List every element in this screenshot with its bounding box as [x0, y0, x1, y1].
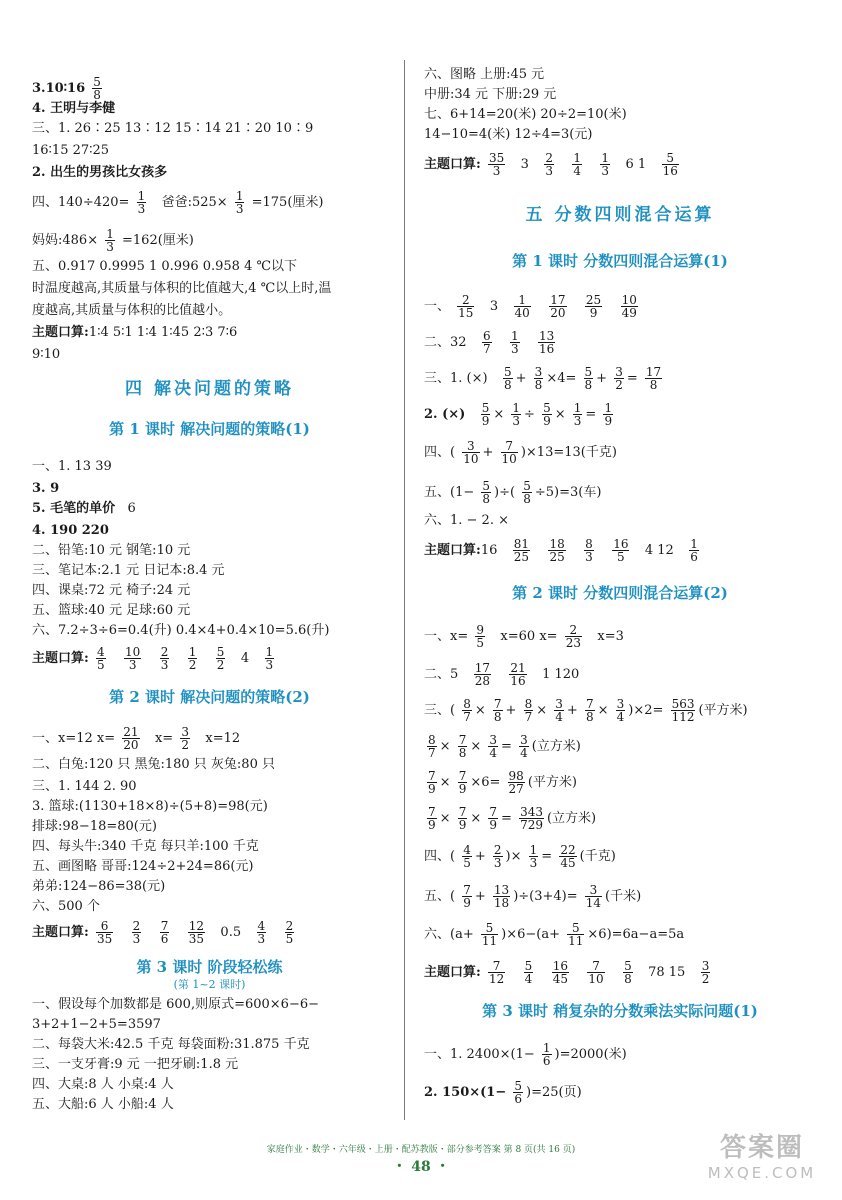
fraction: $\frac{3}{2}$ — [701, 959, 710, 986]
fraction: $\frac{7}{12}$ — [488, 959, 505, 986]
fraction: $\frac{8}{7}$ — [463, 697, 471, 724]
answer-line: 六、1. − 2. × — [424, 513, 509, 528]
answer-line: 三、1. 144 2. 90 — [32, 779, 137, 794]
answer-line: 4. 王明与李健 — [32, 101, 116, 116]
answer-line: 五、0.917 0.9995 1 0.996 0.958 4 ℃以下 — [32, 259, 298, 274]
answer-line: 中册:34 元 下册:29 元 — [424, 87, 557, 102]
fraction: $\frac{5}{9}$ — [481, 401, 490, 428]
answer-line: 五、大船:6 人 小船:4 人 — [32, 1097, 174, 1112]
fraction: $\frac{1}{9}$ — [604, 401, 613, 428]
answer-line: 度越高,其质量与体积的比值越小。 — [32, 303, 232, 318]
fraction: $\frac{2}{3}$ — [132, 919, 141, 946]
watermark-domain: MXQE.COM — [707, 1164, 817, 1182]
fraction: $\frac{17}{20}$ — [550, 293, 566, 320]
fraction: $\frac{98}{27}$ — [508, 769, 524, 796]
answer-line: 一、x= $\frac{9}{5}$ x=60 x= $\frac{2}{23}$ x=3 — [424, 623, 624, 650]
fraction: $\frac{10}{49}$ — [621, 293, 637, 320]
fraction: $\frac{4}{3}$ — [257, 919, 266, 946]
fraction: $\frac{7}{9}$ — [458, 805, 467, 832]
fraction: $\frac{9}{5}$ — [476, 623, 485, 650]
fraction: $\frac{81}{25}$ — [513, 537, 530, 564]
fraction: $\frac{2}{15}$ — [458, 293, 474, 320]
answer-line: 3+2+1−2+5=3597 — [32, 1017, 161, 1032]
fraction: $\frac{16}{45}$ — [552, 959, 568, 986]
watermark-logo — [692, 1132, 832, 1192]
answer-line: 14−10=4(米) 12÷4=3(元) — [424, 127, 593, 142]
answer-line: 五、画图略 哥哥:124÷2+24=86(元) — [32, 859, 254, 874]
fraction: $\frac{7}{8}$ — [458, 733, 467, 760]
fraction: $\frac{21}{20}$ — [123, 725, 139, 752]
lesson-title: 第 1 课时 分数四则混合运算(1) — [512, 252, 728, 270]
answer-line: 5. 毛笔的单价 6 — [32, 501, 136, 516]
fraction: $\frac{21}{16}$ — [510, 661, 526, 688]
fraction: $\frac{25}{9}$ — [585, 293, 602, 320]
lesson-title: 第 2 课时 分数四则混合运算(2) — [512, 584, 728, 602]
answer-line: 一、假设每个加数都是 600,则原式=600×6−6− — [32, 997, 320, 1012]
answer-line: 二、白兔:120 只 黑兔:180 只 灰兔:80 只 — [32, 757, 275, 772]
answer-line: 三、笔记本:2.1 元 日记本:8.4 元 — [32, 563, 225, 578]
fraction: $\frac{5}{8}$ — [482, 479, 491, 506]
fraction: $\frac{3}{4}$ — [520, 733, 528, 760]
fraction: $\frac{5}{2}$ — [216, 645, 225, 672]
fraction: $\frac{13}{16}$ — [539, 329, 555, 356]
answer-line: 主题口算: $\frac{6}{35}$ $\frac{2}{3}$ $\frac{7}{6}$ $\frac{12}{35}$ 0.5 $\frac{4}{3}$ $\frac{2}{5}$ — [32, 919, 294, 946]
answer-line: 4. 190 220 — [32, 523, 109, 538]
fraction: $\frac{18}{25}$ — [549, 537, 565, 564]
lesson-title: 第 2 课时 解决问题的策略(2) — [109, 688, 310, 706]
answer-line: 四、( $\frac{3}{10}$ + $\frac{7}{10}$ )×13=13(千克) — [424, 439, 617, 466]
fraction: $\frac{35}{3}$ — [488, 151, 505, 178]
answer-line: 主题口算:16 $\frac{81}{25}$ $\frac{18}{25}$ $\frac{8}{3}$ $\frac{16}{5}$ 4 12 $\frac{1}{6}$ — [424, 537, 698, 564]
fraction: $\frac{5}{8}$ — [503, 365, 512, 392]
fraction: $\frac{1}{6}$ — [690, 537, 698, 564]
answer-line: 9∶10 — [32, 347, 61, 362]
fraction: $\frac{5}{8}$ — [624, 959, 632, 986]
fraction: $\frac{5}{6}$ — [514, 1079, 522, 1106]
answer-line: 六、图略 上册:45 元 — [424, 67, 545, 82]
fraction: $\frac{2}{5}$ — [285, 919, 294, 946]
fraction: $\frac{343}{729}$ — [520, 805, 543, 832]
answer-line: 主题口算:1∶4 5∶1 1∶4 1∶45 2∶3 7∶6 — [32, 325, 238, 340]
fraction: $\frac{5}{4}$ — [524, 959, 533, 986]
answer-line: 四、( $\frac{4}{5}$ + $\frac{2}{3}$ )× $\frac{1}{3}$ = $\frac{22}{45}$ (千克) — [424, 843, 616, 870]
fraction: $\frac{1}{4}$ — [573, 151, 582, 178]
fraction: $\frac{7}{9}$ — [489, 805, 498, 832]
page-number: ・ 48 ・ — [392, 1159, 450, 1175]
fraction: $\frac{4}{5}$ — [463, 843, 471, 870]
fraction: $\frac{3}{14}$ — [585, 883, 602, 910]
answer-line: 三、1. 26∶25 13∶12 15∶14 21∶20 10∶9 — [32, 121, 314, 136]
answer-line: 主题口算: $\frac{7}{12}$ $\frac{5}{4}$ $\frac{16}{45}$ $\frac{7}{10}$ $\frac{5}{8}$ 78 15 $\frac{3}{2}$ — [424, 959, 710, 986]
answer-line: 六、500 个 — [32, 899, 100, 914]
answer-line: 五、篮球:40 元 足球:60 元 — [32, 603, 191, 618]
answer-line: 主题口算: $\frac{4}{5}$ $\frac{10}{3}$ $\frac{2}{3}$ $\frac{1}{2}$ $\frac{5}{2}$ 4 $\frac{1}{3}$ — [32, 645, 274, 672]
fraction: $\frac{1}{3}$ — [601, 151, 610, 178]
fraction: $\frac{8}{3}$ — [585, 537, 593, 564]
answer-line: 一、x=12 x= $\frac{21}{20}$ x= $\frac{3}{2}$ x=12 — [32, 725, 241, 752]
answer-line: 五、(1− $\frac{5}{8}$ )÷( $\frac{5}{8}$ ÷5)=3(车) — [424, 479, 602, 506]
answer-line: 3. 篮球:(1130+18×8)÷(5+8)=98(元) — [32, 799, 268, 814]
fraction: $\frac{5}{8}$ — [523, 479, 531, 506]
fraction: $\frac{5}{8}$ — [93, 75, 101, 102]
watermark-text: 答案圈 — [719, 1133, 804, 1163]
fraction: $\frac{1}{2}$ — [188, 645, 197, 672]
fraction: $\frac{4}{5}$ — [96, 645, 105, 672]
fraction: $\frac{1}{3}$ — [106, 227, 114, 254]
answer-line: 四、大桌:8 人 小桌:4 人 — [32, 1077, 174, 1092]
lesson-subtitle: (第 1~2 课时) — [173, 978, 246, 991]
answer-line: $\frac{7}{9}$ × $\frac{7}{9}$ ×6= $\frac{98}{27}$ (平方米) — [428, 769, 577, 796]
fraction: $\frac{12}{35}$ — [188, 919, 205, 946]
answer-line: 一、1. 2400×(1− $\frac{1}{6}$ )=2000(米) — [424, 1041, 627, 1068]
fraction: $\frac{7}{9}$ — [458, 769, 467, 796]
fraction: $\frac{563}{112}$ — [671, 697, 695, 724]
fraction: $\frac{6}{35}$ — [96, 919, 113, 946]
answer-line: 一、1. 13 39 — [32, 459, 112, 474]
answer-line: 六、7.2÷3÷6=0.4(升) 0.4×4+0.4×10=5.6(升) — [32, 623, 330, 638]
fraction: $\frac{5}{11}$ — [481, 921, 498, 948]
answer-line: 四、课桌:72 元 椅子:24 元 — [32, 583, 191, 598]
answer-line: 妈妈:486× $\frac{1}{3}$ =162(厘米) — [32, 227, 194, 254]
fraction: $\frac{5}{8}$ — [584, 365, 593, 392]
fraction: $\frac{16}{5}$ — [613, 537, 629, 564]
answer-line: $\frac{7}{9}$ × $\frac{7}{9}$ × $\frac{7}{9}$ = $\frac{343}{729}$ (立方米) — [428, 805, 597, 832]
answer-line: 3.10∶16 $\frac{5}{8}$ — [32, 75, 101, 102]
answer-line: 2. 出生的男孩比女孩多 — [32, 165, 168, 180]
section-title: 四 解决问题的策略 — [125, 379, 294, 399]
lesson-title: 第 3 课时 阶段轻松练 — [136, 958, 283, 976]
answer-line: $\frac{8}{7}$ × $\frac{7}{8}$ × $\frac{3}{4}$ = $\frac{3}{4}$ (立方米) — [428, 733, 581, 760]
fraction: $\frac{2}{3}$ — [545, 151, 553, 178]
fraction: $\frac{7}{6}$ — [160, 919, 169, 946]
fraction: $\frac{7}{8}$ — [585, 697, 594, 724]
answer-line: 2. (×) $\frac{5}{9}$ × $\frac{1}{3}$ ÷ $\frac{5}{9}$ × $\frac{1}{3}$ = $\frac{1}{9}$ — [424, 401, 613, 428]
fraction: $\frac{3}{4}$ — [616, 697, 625, 724]
fraction: $\frac{1}{3}$ — [235, 189, 244, 216]
answer-line: 二、5 $\frac{17}{28}$ $\frac{21}{16}$ 1 120 — [424, 661, 580, 688]
fraction: $\frac{5}{16}$ — [662, 151, 678, 178]
column-divider — [404, 60, 405, 1120]
fraction: $\frac{10}{3}$ — [125, 645, 141, 672]
fraction: $\frac{1}{3}$ — [529, 843, 538, 870]
fraction: $\frac{2}{3}$ — [160, 645, 169, 672]
fraction: $\frac{3}{4}$ — [489, 733, 498, 760]
answer-line: 弟弟:124−86=38(元) — [32, 879, 166, 894]
answer-line: 主题口算: $\frac{35}{3}$ 3 $\frac{2}{3}$ $\frac{1}{4}$ $\frac{1}{3}$ 6 1 $\frac{5}{16}$ — [424, 151, 678, 178]
fraction: $\frac{7}{10}$ — [588, 959, 604, 986]
answer-line: 16∶15 27∶25 — [32, 143, 110, 158]
fraction: $\frac{5}{9}$ — [543, 401, 551, 428]
fraction: $\frac{1}{40}$ — [514, 293, 530, 320]
fraction: $\frac{3}{2}$ — [181, 725, 189, 752]
fraction: $\frac{6}{7}$ — [482, 329, 491, 356]
answer-line: 五、( $\frac{7}{9}$ + $\frac{13}{18}$ )÷(3+4)= $\frac{3}{14}$ (千米) — [424, 883, 642, 910]
fraction: $\frac{7}{9}$ — [428, 805, 436, 832]
fraction: $\frac{7}{8}$ — [493, 697, 502, 724]
fraction: $\frac{22}{45}$ — [560, 843, 576, 870]
lesson-title: 第 1 课时 解决问题的策略(1) — [109, 420, 310, 438]
fraction: $\frac{1}{3}$ — [265, 645, 274, 672]
fraction: $\frac{8}{7}$ — [428, 733, 436, 760]
fraction: $\frac{17}{8}$ — [645, 365, 662, 392]
fraction: $\frac{1}{6}$ — [542, 1041, 551, 1068]
answer-line: 排球:98−18=80(元) — [32, 819, 157, 834]
fraction: $\frac{2}{3}$ — [493, 843, 502, 870]
section-title: 五 分数四则混合运算 — [525, 205, 715, 225]
fraction: $\frac{3}{10}$ — [463, 439, 479, 466]
fraction: $\frac{7}{9}$ — [463, 883, 471, 910]
answer-line: 四、每头牛:340 千克 每只羊:100 千克 — [32, 839, 259, 854]
fraction: $\frac{3}{4}$ — [555, 697, 563, 724]
fraction: $\frac{3}{8}$ — [534, 365, 543, 392]
fraction: $\frac{2}{23}$ — [565, 623, 581, 650]
answer-line: 四、140÷420= $\frac{1}{3}$ 爸爸:525× $\frac{1}{3}$ =175(厘米) — [32, 189, 324, 216]
answer-line: 二、铅笔:10 元 钢笔:10 元 — [32, 543, 191, 558]
fraction: $\frac{13}{18}$ — [493, 883, 510, 910]
answer-line: 时温度越高,其质量与体积的比值越大,4 ℃以上时,温 — [32, 281, 332, 296]
fraction: $\frac{1}{3}$ — [512, 401, 521, 428]
answer-line: 六、(a+ $\frac{5}{11}$ )×6−(a+ $\frac{5}{11}$ ×6)=6a−a=5a — [424, 921, 685, 948]
fraction: $\frac{5}{11}$ — [568, 921, 584, 948]
footer-info: 家庭作业・数学・六年级・上册・配苏教版・部分参考答案 第 8 页(共 16 页) — [266, 1145, 576, 1155]
answer-line: 3. 9 — [32, 481, 60, 496]
answer-line: 三、1. (×) $\frac{5}{8}$ + $\frac{3}{8}$ ×4= $\frac{5}{8}$ + $\frac{3}{2}$ = $\frac{17}{8}$ — [424, 365, 662, 392]
fraction: $\frac{7}{9}$ — [428, 769, 436, 796]
answer-line: 七、6+14=20(米) 20÷2=10(米) — [424, 107, 627, 122]
answer-line: 二、每袋大米:42.5 千克 每袋面粉:31.875 千克 — [32, 1037, 310, 1052]
fraction: $\frac{1}{3}$ — [137, 189, 146, 216]
answer-line: 三、一支牙膏:9 元 一把牙刷:1.8 元 — [32, 1057, 239, 1072]
fraction: $\frac{8}{7}$ — [524, 697, 533, 724]
fraction: $\frac{17}{28}$ — [474, 661, 490, 688]
fraction: $\frac{7}{10}$ — [501, 439, 517, 466]
answer-line: 二、32 $\frac{6}{7}$ $\frac{1}{3}$ $\frac{13}{16}$ — [424, 329, 555, 356]
answer-line: 一、 $\frac{2}{15}$ 3 $\frac{1}{40}$ $\frac{17}{20}$ $\frac{25}{9}$ $\frac{10}{49}$ — [424, 293, 637, 320]
fraction: $\frac{3}{2}$ — [615, 365, 623, 392]
answer-line: 三、( $\frac{8}{7}$ × $\frac{7}{8}$ + $\frac{8}{7}$ × $\frac{3}{4}$ + $\frac{7}{8}$ × $\frac{3}{4}$ )×2= $\frac{563}{112}$ (平方米) — [424, 697, 748, 724]
lesson-title: 第 3 课时 稍复杂的分数乘法实际问题(1) — [482, 1002, 758, 1020]
answer-line: 2. 150×(1− $\frac{5}{6}$ )=25(页) — [424, 1079, 582, 1106]
fraction: $\frac{1}{3}$ — [511, 329, 519, 356]
fraction: $\frac{1}{3}$ — [573, 401, 582, 428]
